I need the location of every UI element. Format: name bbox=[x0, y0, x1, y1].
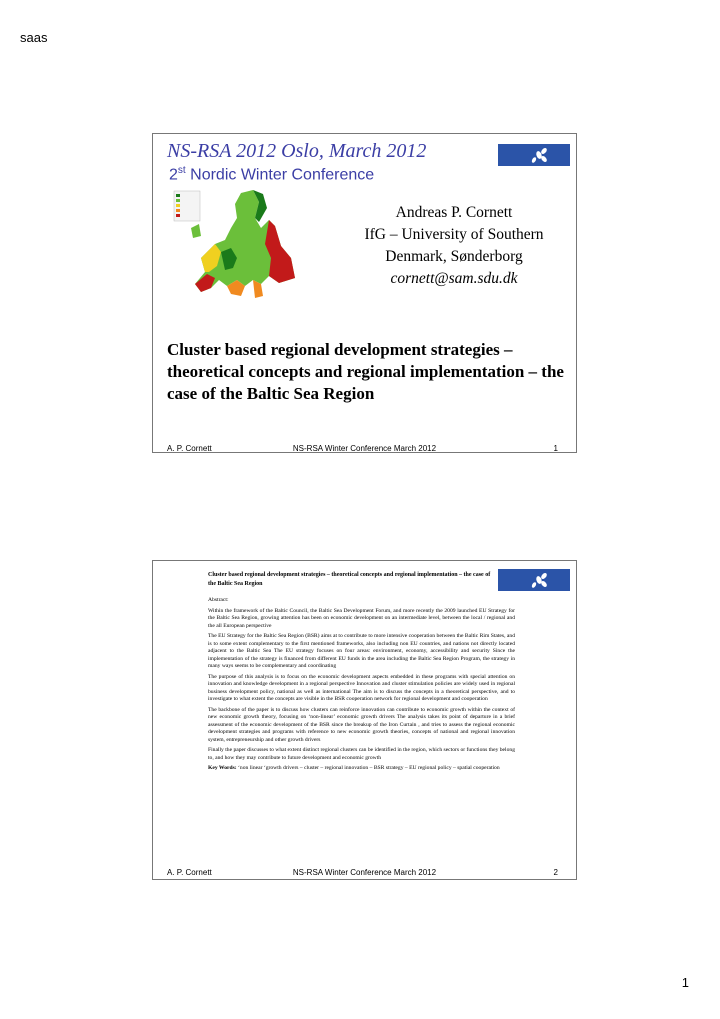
slide-1-title: NS-RSA 2012 Oslo, March 2012 bbox=[167, 140, 427, 162]
slide-1-subtitle: 2st Nordic Winter Conference bbox=[169, 165, 375, 184]
keywords bbox=[208, 765, 515, 773]
keywords-label: Key Words: bbox=[208, 765, 237, 771]
leaf-logo-icon bbox=[498, 144, 570, 166]
footer-slide-number: 1 bbox=[553, 444, 558, 453]
footer-conference: NS-RSA Winter Conference March 2012 bbox=[292, 868, 437, 877]
abstract-paragraph: The backbone of the paper is to discuss how clusters can reinforce innovation can contribute to economic growth within the context of new economic growth theory, focusing on ‘non-linear’ economic growth drivers The analysis takes its point of departure in a brief assessment of the economic development of the BSR since the breakup of the Iron Curtain , and tries to assess the regional economic development strategies and programs with reference to new economic growth theories, concepts of national and regional innovation system, entrepreneurship and other growth drivers bbox=[208, 706, 515, 743]
author-affiliation: IfG – University of Southern bbox=[364, 226, 544, 243]
author-block bbox=[339, 202, 569, 290]
slide-1 bbox=[152, 133, 577, 453]
keywords-text: ‘non linear ‘growth drivers – cluster – regional innovation – BSR strategy – EU regional policy – spatial cooperation bbox=[236, 765, 500, 771]
abstract-body bbox=[208, 597, 515, 776]
slide-2-title: Cluster based regional development strategies – theoretical concepts and regional implementation – the case of the Baltic Sea Region bbox=[208, 572, 491, 587]
author-name: Andreas P. Cornett bbox=[395, 204, 513, 221]
author-email: cornett@sam.sdu.dk bbox=[390, 270, 518, 287]
abstract-paragraph: Within the framework of the Baltic Council, the Baltic Sea Development Forum, and more recently the 2009 launched EU Strategy for the Baltic Sea Region, growing attention has been on economic development on an intermediate level, between the local / regional and the all European perspective bbox=[208, 607, 515, 629]
footer-author: A. P. Cornett bbox=[167, 868, 212, 877]
footer-conference: NS-RSA Winter Conference March 2012 bbox=[292, 444, 437, 453]
abstract-label: Abstract: bbox=[208, 597, 229, 603]
footer-author: A. P. Cornett bbox=[167, 444, 212, 453]
author-location: Denmark, Sønderborg bbox=[385, 248, 523, 265]
slide-2 bbox=[152, 560, 577, 880]
abstract-paragraph: The EU Strategy for the Baltic Sea Region (BSR) aims at to contribute to more intensive cooperation between the Baltic Rim States, and is to some extent complementary to the first mentioned frameworks, also including non EU countries, and nations not directly located adjacent to the Baltic Sea The EU strategy focuses on four areas: environment, economy, accessibility and security Since the implementation of the strategy is financed from different EU funds in the area including the Baltic Sea Region Program, the strategy in many ways seems to be complementary and coordinating bbox=[208, 633, 515, 669]
footer-slide-number: 2 bbox=[553, 868, 558, 877]
abstract-paragraph: The purpose of this analysis is to focus on the economic development aspects embedded in these programs with special attention on innovation and knowledge development in a regional perspective Innovation and cluster stimulation policies are widely used in regional business development policy, national as well as international The aim is to discuss the concepts in a theoretical perspective, and to investigate to what extent the concepts are visible in the BSR cooperation network for regional development and cooperation bbox=[208, 673, 515, 702]
page-header: saas bbox=[20, 30, 48, 45]
abstract-paragraph: Finally the paper discusses to what extent distinct regional clusters can be identified in the region, which sectors or functions they belong to, and how they may contribute to future development and economic growth bbox=[208, 747, 515, 761]
page-number: 1 bbox=[681, 975, 689, 990]
slide-1-main-title: Cluster based regional development strategies – theoretical concepts and regional implementation – the case of the Baltic Sea Region bbox=[167, 340, 564, 403]
europe-map-image bbox=[171, 188, 299, 303]
leaf-logo-icon bbox=[498, 569, 570, 591]
